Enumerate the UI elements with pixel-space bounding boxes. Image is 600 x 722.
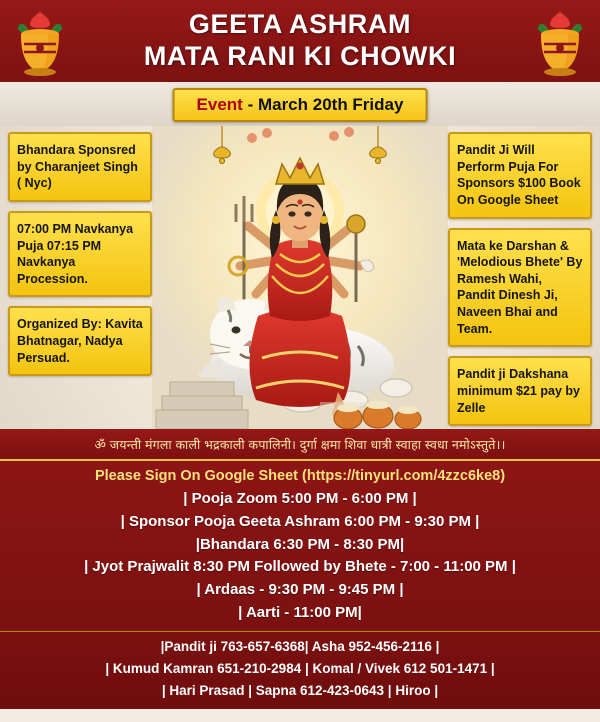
page-title [144,9,456,73]
title-line-2: MATA RANI KI CHOWKI [143,41,457,71]
info-box-dakshana: Pandit ji Dakshana minimum $21 pay by Zelle [448,356,592,426]
info-box-sponsor-puja: Pandit Ji Will Perform Puja For Sponsors $100 Book On Google Sheet [448,132,592,219]
contacts-section [0,631,600,710]
event-label: Event [196,95,243,114]
schedule-line: | Jyot Prajwalit 8:30 PM Followed by Bhete - 7:00 - 11:00 PM | [84,558,516,576]
kalash-icon [8,6,72,78]
contact-line: |Pandit ji 763-657-6368| Asha 952-456-2116 | [160,638,440,654]
schedule-section [0,459,600,631]
poster-header [0,0,600,82]
title-line-1: GEETA ASHRAM [188,9,412,40]
middle-section [0,126,600,429]
mantra-strip: ॐ जयन्ती मंगला काली भद्रकाली कपालिनी। दुर्गा क्षमा शिवा धात्री स्वाहा स्वधा नमोऽस्तुते।। [0,429,600,459]
schedule-line: | Pooja Zoom 5:00 PM - 6:00 PM | [183,490,417,507]
left-info-column [4,126,156,385]
info-box-navkanya-puja: 07:00 PM Navkanya Puja 07:15 PM Navkanya Procession. [8,211,152,298]
schedule-line: | Aarti - 11:00 PM| [238,603,362,621]
google-sheet-link[interactable]: Please Sign On Google Sheet (https://tinyurl.com/4zzc6ke8) [94,468,506,484]
info-box-darshan-bhete: Mata ke Darshan & 'Melodious Bhete' By Ramesh Wahi, Pandit Dinesh Ji, Naveen Bhai and Team. [448,228,592,348]
info-box-bhandara-sponsor: Bhandara Sponsred by Charanjeet Singh ( Nyc) [8,132,152,202]
schedule-line: |Bhandara 6:30 PM - 8:30 PM| [195,535,405,553]
schedule-line: | Sponsor Pooja Geeta Ashram 6:00 PM - 9:30 PM | [120,512,480,530]
schedule-line: | Ardaas - 9:30 PM - 9:45 PM | [196,581,404,599]
right-info-column [444,126,596,435]
event-date: March 20th Friday [257,95,404,114]
event-band [0,82,600,126]
contact-line: | Hari Prasad | Sapna 612-423-0643 | Hiroo | [161,682,439,698]
kalash-icon [528,6,592,78]
durga-mata-illustration [152,126,448,429]
event-ribbon [173,88,428,122]
contact-line: | Kumud Kamran 651-210-2984 | Komal / Vivek 612 501-1471 | [105,660,495,676]
info-box-organized-by: Organized By: Kavita Bhatnagar, Nadya Persuad. [8,306,152,376]
event-separator: - [242,95,258,114]
